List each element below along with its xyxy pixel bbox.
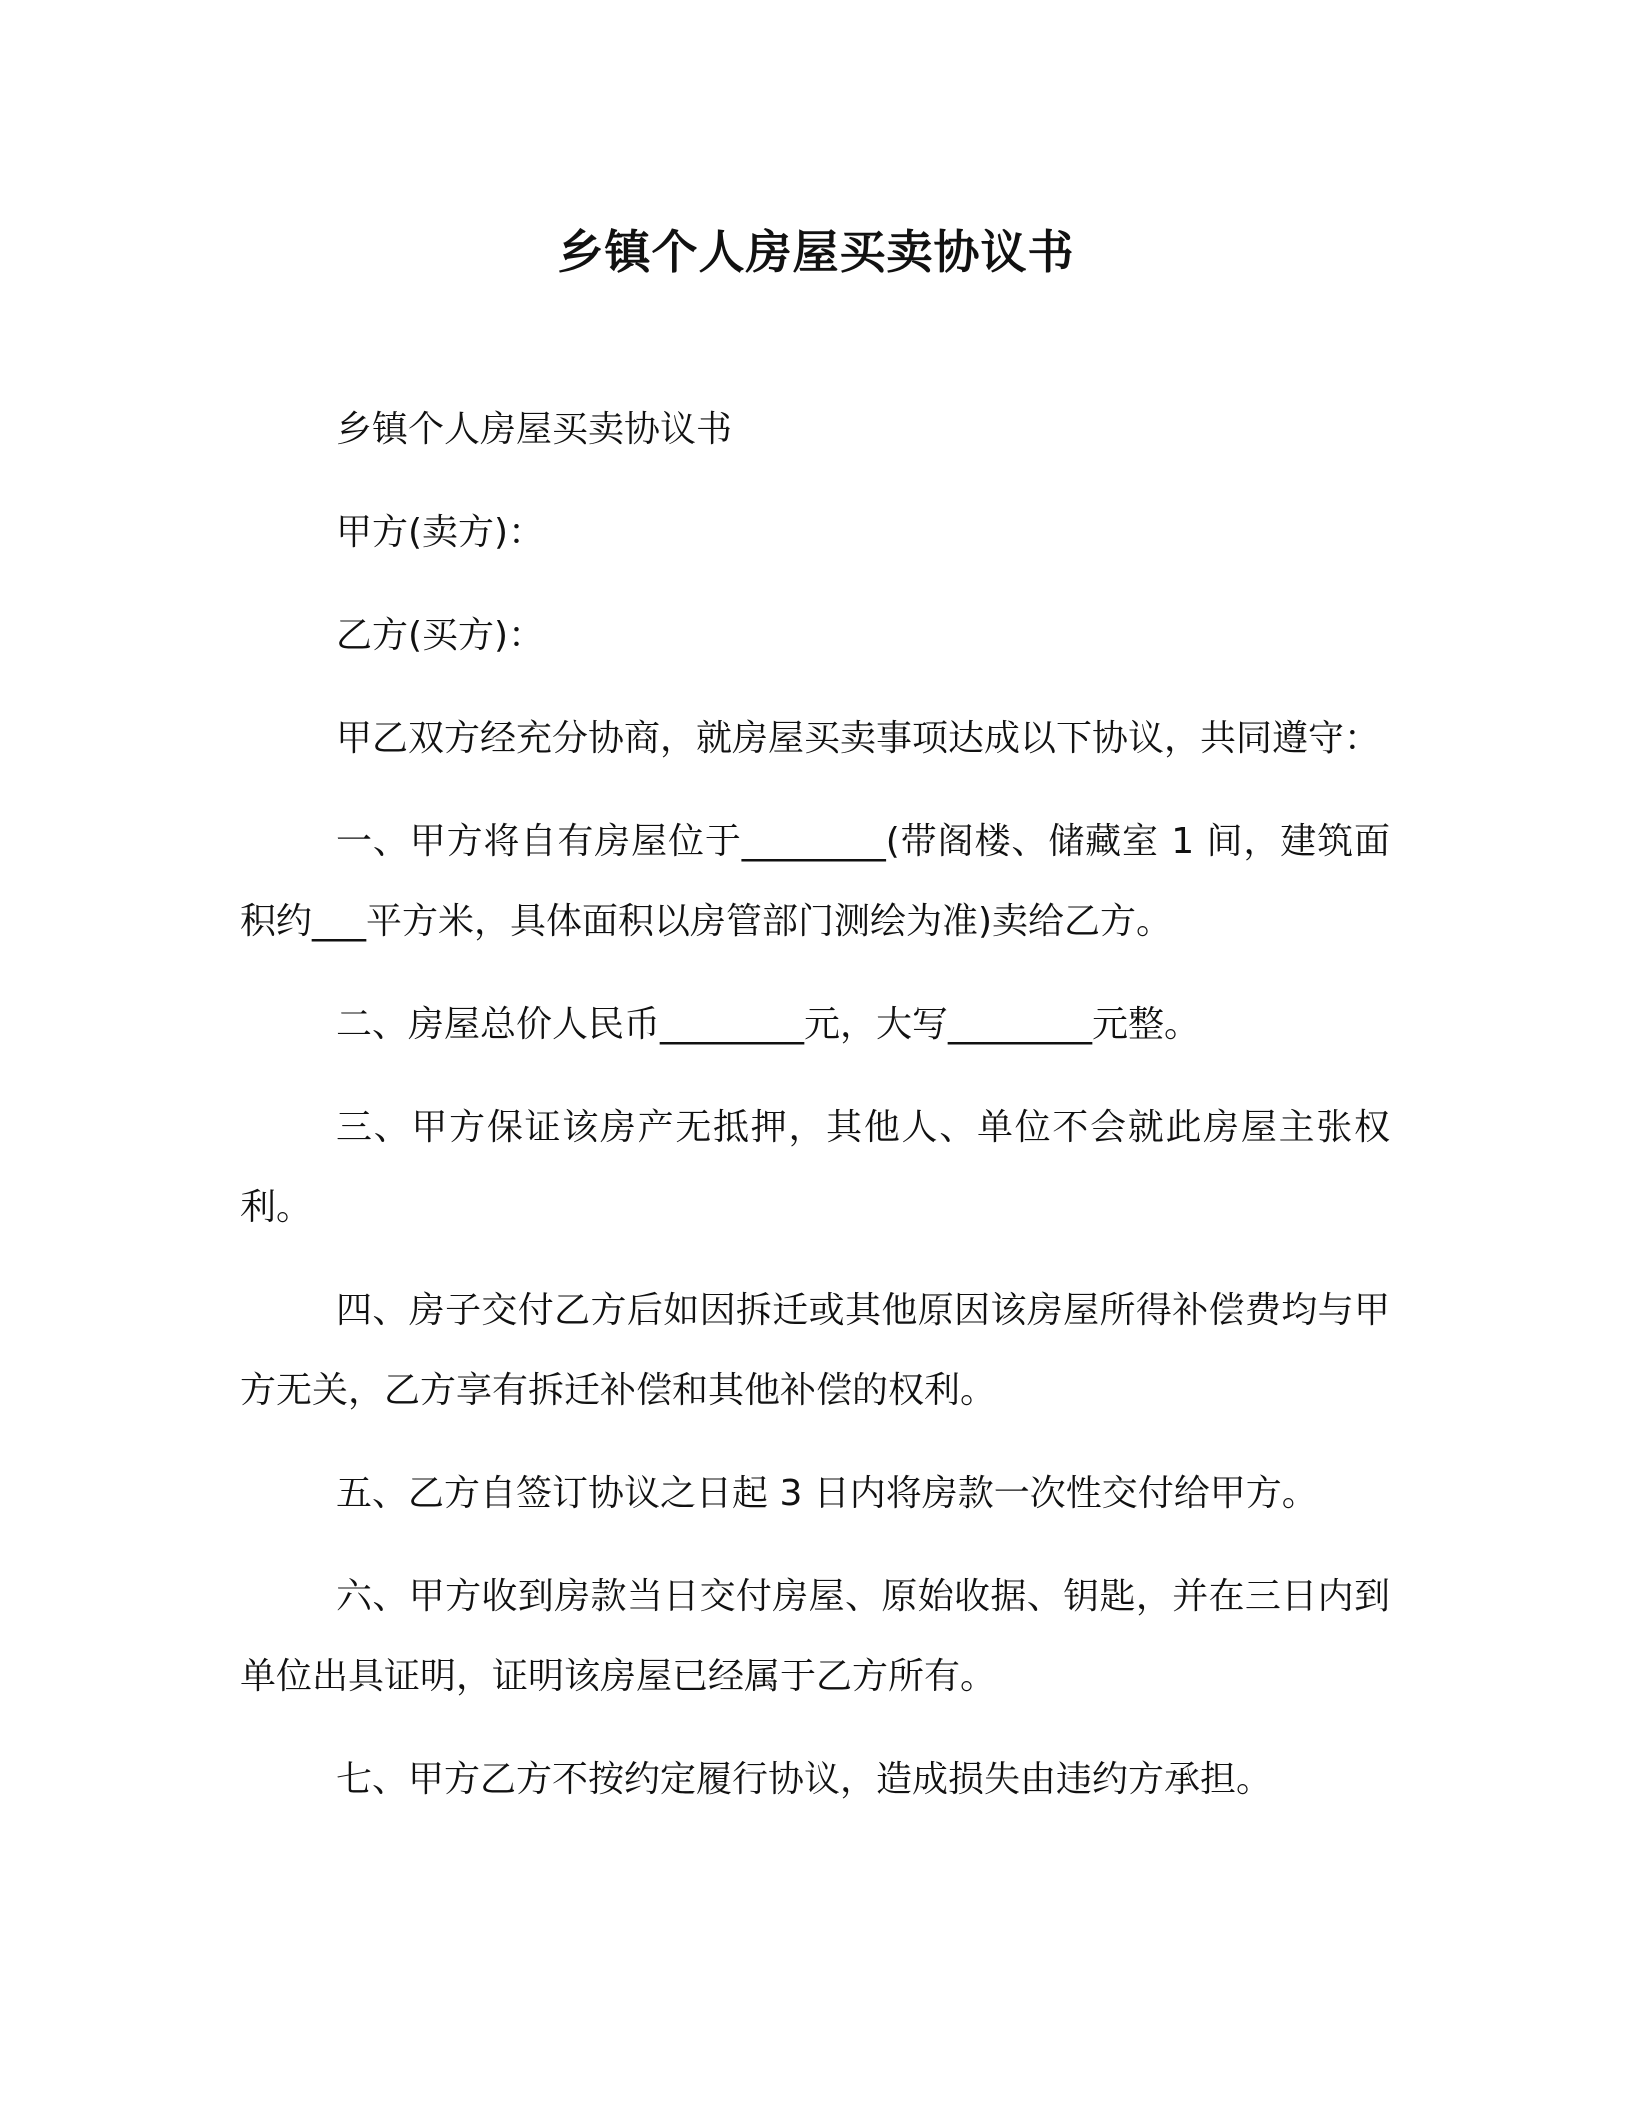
document-title: 乡镇个人房屋买卖协议书 — [557, 225, 1075, 279]
paragraph-clause-1: 一、甲方将自有房屋位于________(带阁楼、储藏室 1 间，建筑面积约___平方米，具体面积以房管部门测绘为准)卖给乙方。 — [240, 821, 1390, 942]
document-body — [240, 390, 1390, 1843]
paragraph-clause-2: 二、房屋总价人民币________元，大写________元整。 — [336, 1004, 1201, 1045]
paragraph-party-b: 乙方(买方)： — [336, 615, 545, 656]
paragraph-clause-7: 七、甲方乙方不按约定履行协议，造成损失由违约方承担。 — [336, 1759, 1273, 1800]
paragraph-clause-5: 五、乙方自签订协议之日起 3 日内将房款一次性交付给甲方。 — [336, 1473, 1318, 1514]
paragraph-clause-6: 六、甲方收到房款当日交付房屋、原始收据、钥匙，并在三日内到单位出具证明，证明该房屋已经属于乙方所有。 — [240, 1576, 1390, 1697]
paragraph-subtitle: 乡镇个人房屋买卖协议书 — [336, 409, 733, 450]
paragraph-party-a: 甲方(卖方)： — [336, 512, 545, 553]
paragraph-clause-3: 三、甲方保证该房产无抵押，其他人、单位不会就此房屋主张权利。 — [240, 1107, 1390, 1228]
paragraph-preamble: 甲乙双方经充分协商，就房屋买卖事项达成以下协议，共同遵守： — [336, 718, 1381, 759]
paragraph-clause-4: 四、房子交付乙方后如因拆迁或其他原因该房屋所得补偿费均与甲方无关，乙方享有拆迁补偿和其他补偿的权利。 — [240, 1290, 1390, 1411]
